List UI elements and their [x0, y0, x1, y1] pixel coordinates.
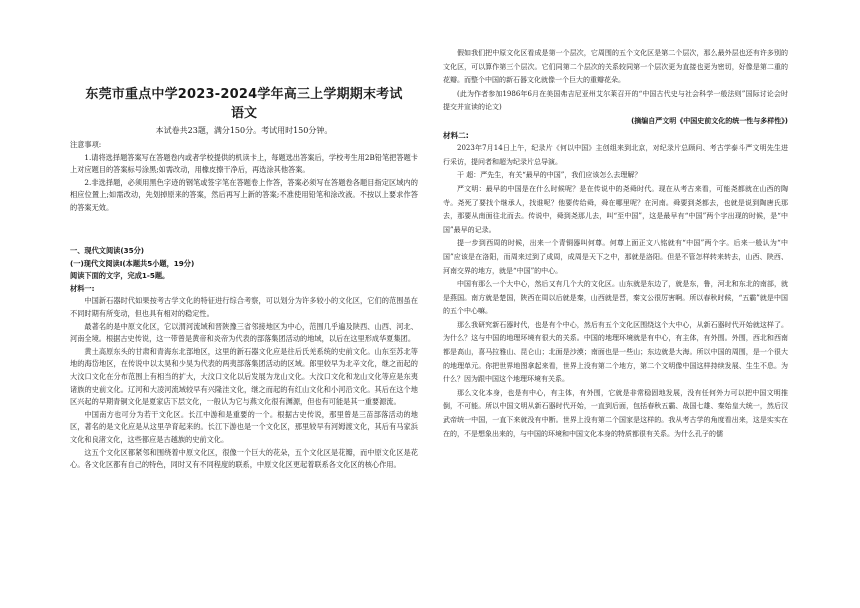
reading-instruction: 阅读下面的文字，完成1-5题。 [70, 271, 170, 281]
material-one-label: 材料一: [70, 283, 95, 293]
exam-title: 东莞市重点中学2023-2024学年高三上学期期末考试 [85, 87, 403, 102]
material-one-source: (摘编自严文明《中国史前文化的统一性与多样性》) [631, 116, 788, 125]
material-one-continued [443, 47, 788, 441]
sub-section-heading: (一)现代文阅读I(本题共5小题，19分) [70, 258, 195, 268]
notice-item-2: 2.非选择题，必须用黑色字迹的钢笔或签字笔在答题卷上作答，答案必须写在答题卷各题目指定区域内的相应位置上;如需改动，先划掉原来的答案，然后再写上新的答案;不准使用铅笔和涂改液。不按以上要求作答的答案无效。 [70, 177, 418, 212]
notice-section [70, 139, 418, 215]
section-heading: 一、现代文阅读(35分) [70, 246, 145, 255]
material-one-paragraph-5: 这五个文化区都紧邻和围绕着中原文化区，很像一个巨大的花朵，五个文化区是花瓣，而中原文化区是花心。各文化区都有自己的特色，同时又有不同程度的联系，中原文化区更起着联系各文化区的核心作用。 [70, 447, 418, 470]
material-one-paragraph-1: 中国新石器时代如果按考古学文化的特征进行综合考察，可以划分为许多较小的文化区，它们的范围虽在不同时期有所变动，但也具有相对的稳定性。 [70, 296, 418, 318]
material-two-label: 材料二: [443, 130, 469, 140]
material-one-paragraph-2: 最著名的是中原文化区，它以渭河流域和晋陕豫三省邻接地区为中心，范围几乎遍及陕西、山西、河北、河南全境。根据古史传说，这一带曾是黄帝和炎帝为代表的部落集团活动的地域，以后在这里形成华夏集团。 [70, 321, 418, 344]
interview-answer-2: 提一步到西周的时候，出来一个青铜器叫何尊。何尊上面正文八铭就有“中国”两个字。后来一般认为“中国”应该是在洛阳，而周来过到了成周，成周是天下之中，那就是洛阳。但是不管怎样转来转去，山西、陕西、河南交界的地方，就是“中国”的中心。 [443, 239, 788, 275]
exam-subject: 语文 [230, 106, 257, 121]
interview-question: 干 超：严先生，有关“最早的中国”，我们应该怎么去理解？ [457, 171, 642, 180]
section-one [70, 245, 418, 472]
paper-note: (此为作者参加1986年6月在美国弗吉尼亚州艾尔莱召开的“中国古代史与社会科学一般法则”国际讨论会时提交并宣读的论文) [443, 89, 788, 112]
notice-heading: 注意事项: [70, 140, 102, 149]
material-one-paragraph-3: 黄土高原东头的甘肃和青海东北部地区，这里的新石器文化应是往后氏羌系统的史前文化。山东至苏北等地的海岱地区，在传说中以太昊和少昊为代表的两夷部落集团活动的区域。郎里较早为北辛文化，继之而起的大汶口文化在分布范围上有相当的扩大，大汶口文化以后发展为龙山文化。大汶口文化和龙山文化等应是东夷诸族的史前文化。辽河和大凌河流域较早有兴隆洼文化，继之而起的有红山文化和小河沿文化。其后在这个地区兴起的早期青铜文化是夏家店下层文化，一般认为它与燕文化很有渊源，但也有可能是其一重要源流。 [70, 346, 418, 407]
notice-item-1: 1.请将选择题答案写在答题卷内或者学校提供的机读卡上，每题选出答案后，学校考生用2B铅笔把答题卡上对应题目的答案标号涂黑;如需改动，用橡皮擦干净后，再选涂其他答案。 [70, 152, 418, 175]
exam-info: 本试卷共23题，满分150分。考试用时150分钟。 [155, 126, 333, 135]
interview-answer-1: 严文明：最早的中国是在什么时候呢？是在传说中的尧舜时代。现在从考古来看，可能尧都就在山西的陶寺。尧死了要找个继承人，找谁呢？他要传给舜，舜在哪里呢？在河南。舜要到尧都去，也就是说到陶唐氏那去，那要从南面往北而去。传说中，舜到尧那儿去，叫“至中国”，这是最早有“中国”两个字出现的时候，是“中国”最早的记录。 [443, 184, 788, 234]
material-one-paragraph-4: 中国南方也可分为若干文化区。长江中游和是重要的一个。根据古史传说，那里曾是三苗部落活动的地区，著名的是文化应是从这里孕育起来的。长江下游也是一个文化区，那里较早有河姆渡文化，其后有马家浜文化和良渚文化，这些都应是古越族的史前文化。 [70, 409, 418, 444]
interview-answer-3: 中国有那么一个大中心，然后又有几个大的文化区。山东就是东边了，就是东，鲁，河北和东北的南部，就是燕国。南方就是楚国，陕西在周以后就是秦，山西就是晋，秦文公很厉害啊。所以春秋时候，“五霸”就是中国的五个中心嘛。 [443, 280, 788, 316]
interview-answer-4: 那么我研究新石器时代，也是有个中心，然后有五个文化区围绕这个大中心，从新石器时代开始就这样了。为什么？这与中国的地理环境有很大的关系。中国的地理环境就是有中心，有主体，有外围。外围，西北和西南都是高山，喜马拉雅山、昆仑山；北面是沙漠；南面也是一些山；东边就是大海。所以中国的周围，是一个很大的地理单元。你把世界地图拿起来看，世界上没有第二个地方，第二个文明像中国这样持续发展、生生不息。为什么？因为跟中国这个地理环境有关系。 [443, 320, 788, 384]
material-one-paragraph-6: 假如我们把中原文化区看成是第一个层次，它周围的五个文化区是第二个层次，那么最外层也还有许多别的文化区，可以算作第三个层次。它们同第二个层次的关系较同第一个层次更为直接也更为密切，好像是第二重的花瓣。而整个中国的新石器文化就像一个巨大的重瓣花朵。 [443, 49, 788, 85]
material-two-intro: 2023年7月14日上午，纪录片《何以中国》主创组来到北京，对纪录片总顾问、考古学泰斗严文明先生进行采访，提问者和超为纪录片总导演。 [443, 144, 788, 166]
interview-answer-5: 那么文化本身，也是有中心，有主体，有外围，它就是非常稳固地发展，没有任何外力可以把中国文明推倒，不可能。所以中国文明从新石器时代开始，一直到后面，包括春秋五霸、战国七雄、秦始皇大统一，然后汉武帝统一中国，一直下来就没有中断。世界上没有第二个国家是这样的。我从考古学的角度看出来，这是实实在在的，不是想象出来的，与中国的环境和中国文化本身的特质都很有关系。为什么孔子的儒 [443, 388, 788, 438]
